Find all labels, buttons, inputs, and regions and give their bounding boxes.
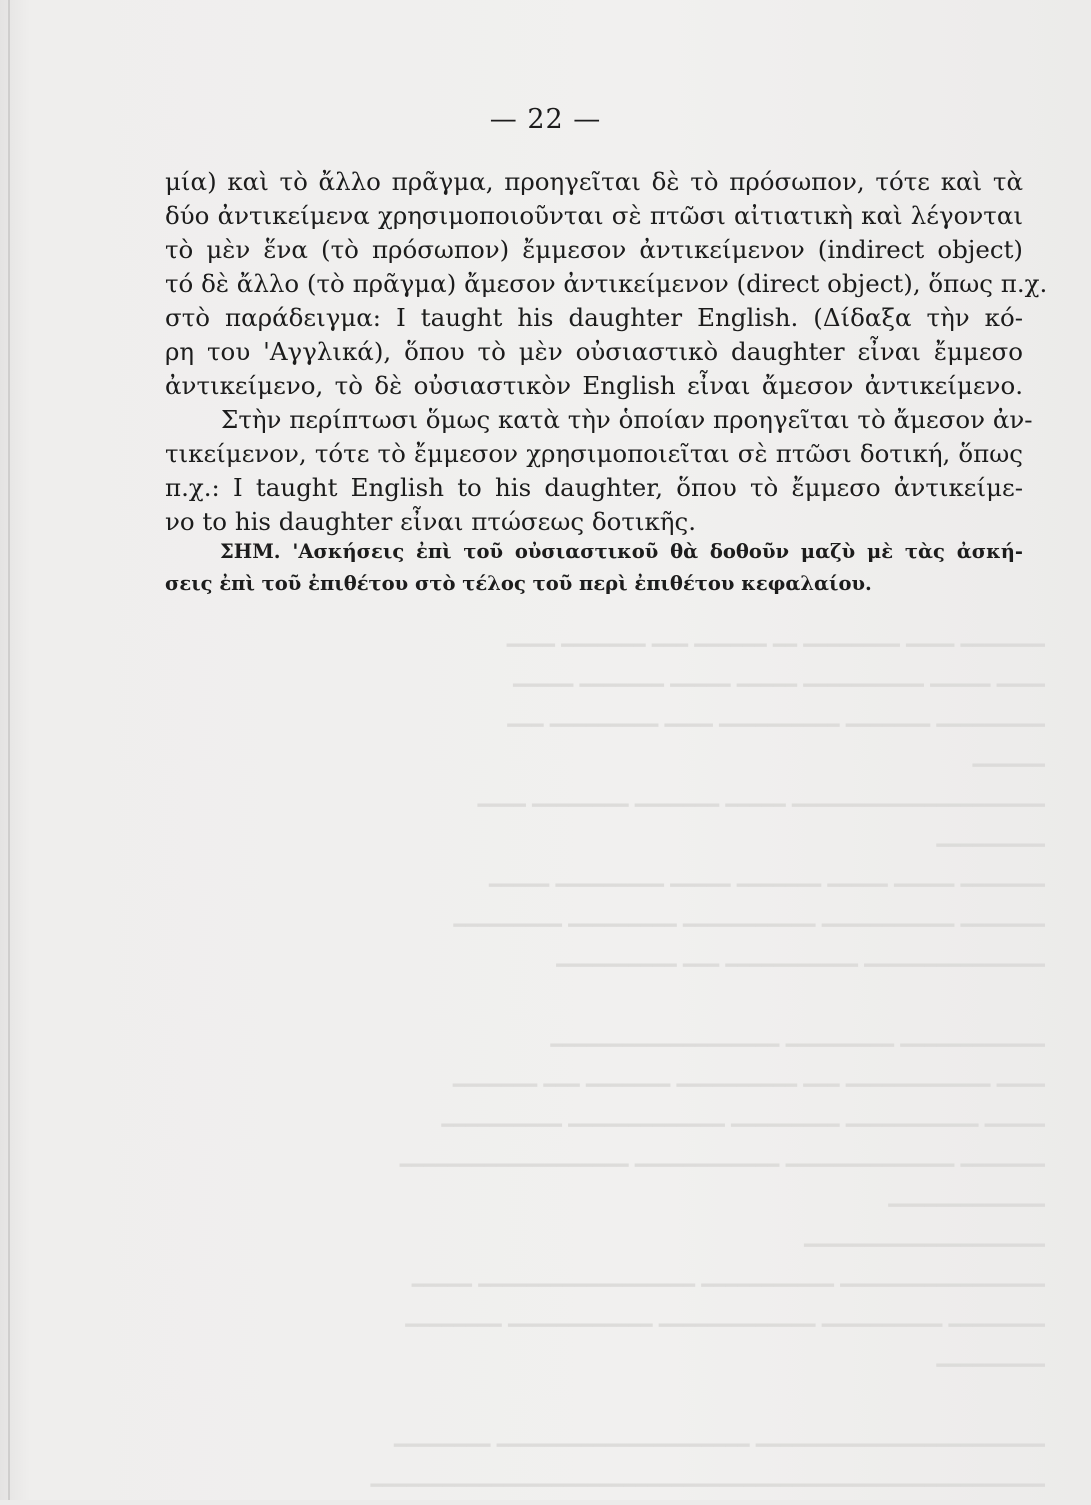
note-line: ΣΗΜ. 'Ασκήσεις ἐπὶ τοῦ οὐσιαστικοῦ θὰ δοθοῦν μαζὺ μὲ τὰς ἀσκή- bbox=[220, 540, 1023, 563]
page-number: — 22 — bbox=[489, 104, 602, 135]
text-line: στὸ παράδειγμα: I taught his daughter English. (Δίδαξα τὴν κό- bbox=[165, 303, 1023, 332]
body-text bbox=[165, 165, 1048, 539]
text-line: Στὴν περίπτωσι ὅμως κατὰ τὴν ὁποίαν προηγεῖται τὸ ἄμεσον ἀν- bbox=[221, 405, 1033, 434]
note bbox=[165, 536, 1023, 600]
bleed-through-texture: ━━━━━━━ ━━━━ ━━━━━━━━ ━━ ━━━━━━ ━━━ ━━━━━━━ ━━━━ ━━━━ ━━━━━ ━━━━━━━━━━ ━━━━━ ━━━━━ ━━━━━━━ ━━━━━ ━━━━━━━━━ ━━━━━━━ ━━━━━━━━━━ ━━━━ ━━━━━━━━━ ━━━ ━━━━━━ ━━━━━━━━━━━━━━━━━━━━━ ━━━━━ ━━━━━━━ ━━━━━━━━ ━━━━ ━━━━━━━━━ ━━━━━━━ ━━━━━ ━━━━━ ━━━━━━━ ━━━━━ ━━━━━━━━━ ━━━━━ ━━━━━━━ ━━━━━━━━━━━ ━━━━━━━━━━━ ━━━━━━━━━ ━━━━━━━━━ ━━━━━━━━━━━━━━━ ━━━━━━━━━━━ ━━━ ━━━━━━━━━━ ━━━━━━━━━━━━ ━━━━━━━━━ ━━━━━━━━━━━━━━━━━━━ ━━━━ ━━━━━━━━━━━━ ━━━ ━━━━━━━━━━ ━━━━━━━ ━━━ ━━━━━━━ ━━━━━ ━━━━━━━━━━━ ━━━━━━━━━ ━━━━━━━━━━━━━ ━━━━━━━━━━ ━━━━━━━ ━━━━━━━━━━━━━━ ━━━━━━━━━━━━ ━━━━━━━━━━━━━━━━━━━ ━━━━━━━━━━━━━ ━━━━━━━━━━━━━━━━━━━━ ━━━━━━━━━━━━━━━━━ ━━━━━━━━━━━ ━━━━━━━━━━━━━━━━━━ ━━━━━ ━━━━━━━━ ━━━━━━━━━━ ━━━━━━━━━━━━━ ━━━━━━━━━━━━ ━━━━━━━━ ━━━━━━━━━ ━━━━━━━━━━━━━━━━━━━━━━━━ ━━━━━━━━━━━━━━━━━━━━━ ━━━━━━━━ ━━━━━━━━━━━━━━━━━━━━━━━━━━━━━━━━━━━━━━━━━━━━━━━━━━━━━━━━ bbox=[370, 633, 1045, 1497]
note-line: σεις ἐπὶ τοῦ ἐπιθέτου στὸ τέλος τοῦ περὶ ἐπιθέτου κεφαλαίου. bbox=[165, 572, 872, 595]
text-line: τό δὲ ἄλλο (τὸ πρᾶγμα) ἄμεσον ἀντικείμενον (direct object), ὅπως π.χ. bbox=[165, 269, 1048, 298]
page-edge bbox=[8, 0, 10, 1500]
text-line: ρη του 'Αγγλικά), ὅπου τὸ μὲν οὐσιαστικὸ daughter εἶναι ἔμμεσο bbox=[165, 337, 1023, 366]
text-line: τικείμενον, τότε τὸ ἔμμεσον χρησιμοποιεῖται σὲ πτῶσι δοτική, ὅπως bbox=[165, 439, 1023, 468]
text-line: τὸ μὲν ἕνα (τὸ πρόσωπον) ἔμμεσον ἀντικείμενον (indirect object) bbox=[165, 235, 1023, 264]
text-line: δύο ἀντικείμενα χρησιμοποιοῦνται σὲ πτῶσι αἰτιατικὴ καὶ λέγονται bbox=[165, 201, 1023, 230]
text-line: π.χ.: I taught English to his daughter, ὅπου τὸ ἔμμεσο ἀντικείμε- bbox=[165, 473, 1023, 502]
text-line: νο to his daughter εἶναι πτώσεως δοτικῆς. bbox=[165, 507, 696, 536]
text-line: ἀντικείμενο, τὸ δὲ οὐσιαστικὸν English εἶναι ἄμεσον ἀντικείμενο. bbox=[165, 371, 1023, 400]
text-line: μία) καὶ τὸ ἄλλο πρᾶγμα, προηγεῖται δὲ τὸ πρόσωπον, τότε καὶ τὰ bbox=[165, 167, 1023, 196]
